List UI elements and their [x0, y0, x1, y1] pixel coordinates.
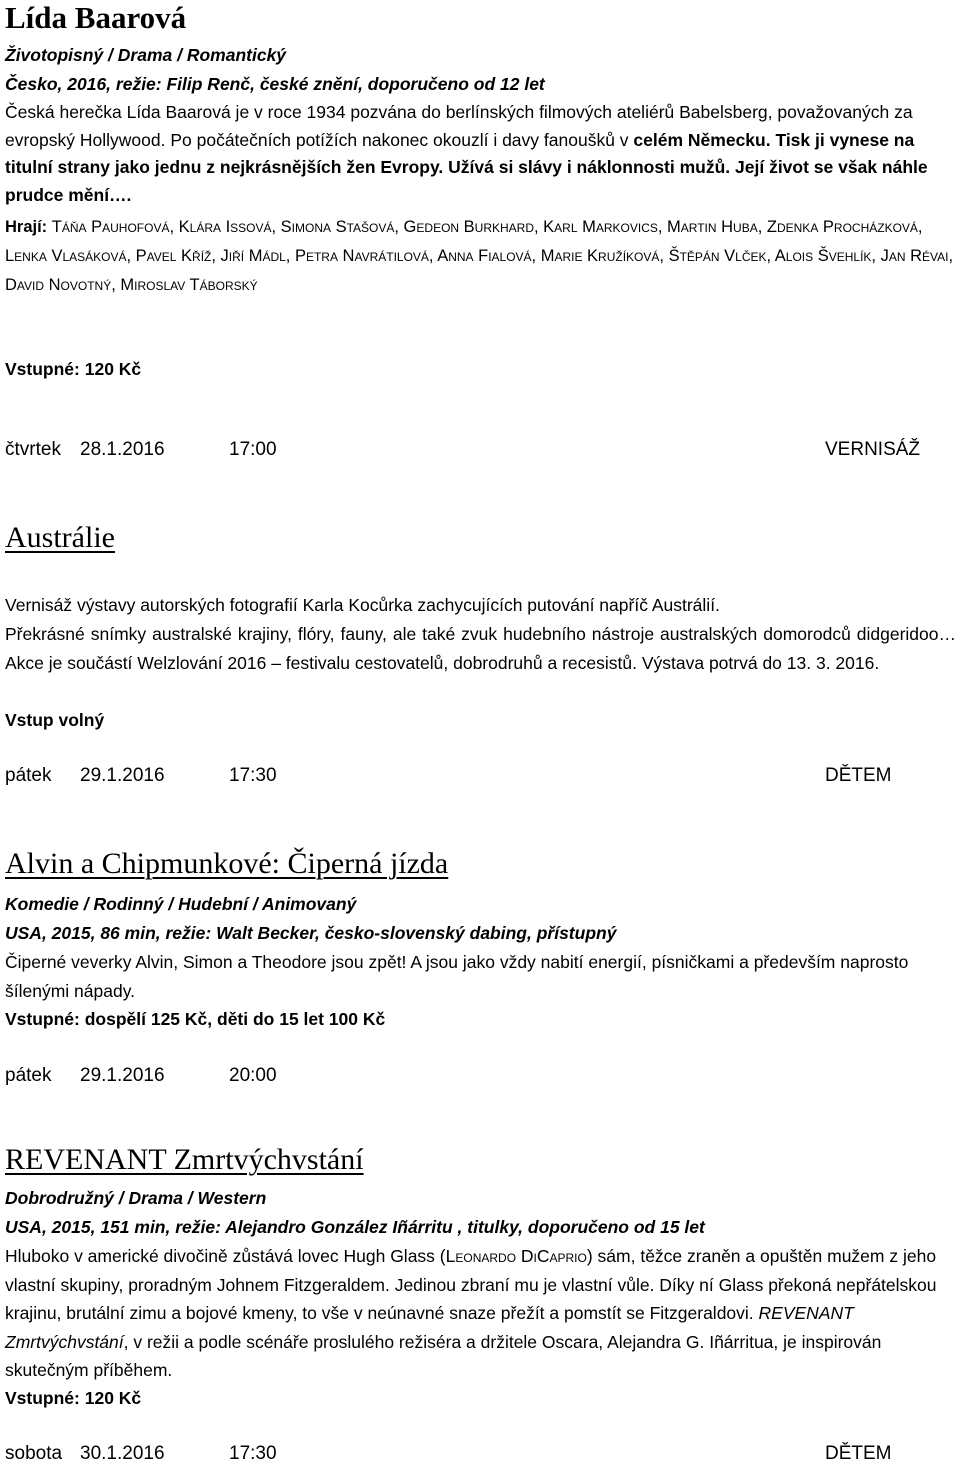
admission: Vstup volný: [5, 710, 105, 730]
event-description-line: Vernisáž výstavy autorských fotografií Karla Kocůrka zachycujících putování napříč Austrálií.: [5, 595, 720, 615]
date-time: 17:00: [229, 439, 277, 460]
date-tag: VERNISÁŽ: [825, 439, 921, 460]
event-description: Překrásné snímky australské krajiny, flóry, fauny, ale také zvuk hudebního nástroje australských domorodců didgeridoo… Akce je součástí Welzlování 2016 – festivalu cestovatelů, dobrodruhů a recesistů. Výstava potrvá do 13. 3. 2016.: [5, 624, 956, 673]
date-day: sobota: [5, 1443, 63, 1464]
date-value: 30.1.2016: [80, 1443, 165, 1464]
synopsis-film-title: REVENANT Zmrtvýchvstání: [5, 1303, 854, 1352]
event-genre: Dobrodružný / Drama / Western: [5, 1188, 267, 1208]
date-day: pátek: [5, 1065, 52, 1086]
synopsis-text-bold: celém Německu. Tisk ji vynese na titulní strany jako jednu z nejkrásnějších žen Evropy. Užívá si slávy i náklonnosti mužů. Její život se však náhle prudce mění….: [5, 129, 928, 205]
date-day: pátek: [5, 765, 52, 786]
synopsis-text-b: ) sám, těžce zraněn a opuštěn mužem z jeho vlastní skupiny, proradným Johnem Fitzgeraldem. Jedinou zbraní mu je vlastní vůle. Díky ní Glass překoná nepřátelskou krajinu, brutální zimu a bojové kmeny, to vše v neúnavné snaze přežít a pomstít se Fitzgeraldovi.: [5, 1246, 937, 1323]
cast-label: Hrají:: [5, 218, 48, 236]
event-cast: [5, 213, 956, 300]
cast-list: Táňa Pauhofová, Klára Issová, Simona Stašová, Gedeon Burkhard, Karl Markovics, Martin Huba, Zdenka Procházková, Lenka Vlasáková, Pavel Kříž, Jiří Mádl, Petra Navrátilová, Anna Fialová, Marie Kružíková, Štěpán Vlček, Alois Švehlík, Jan Révai, David Novotný, Miroslav Táborský: [5, 218, 954, 294]
date-value: 29.1.2016: [80, 765, 165, 786]
admission: Vstupné: dospělí 125 Kč, děti do 15 let 100 Kč: [5, 1009, 386, 1029]
date-value: 29.1.2016: [80, 1065, 165, 1086]
event-title: Alvin a Chipmunkové: Čiperná jízda: [5, 847, 449, 880]
admission: Vstupné: 120 Kč: [5, 1388, 142, 1408]
event-details: USA, 2015, 86 min, režie: Walt Becker, česko-slovenský dabing, přístupný: [5, 923, 617, 943]
synopsis-text-2: A jsou jako vždy nabití energií, písničkami a především naprosto šílenými nápady.: [5, 952, 909, 1001]
synopsis-text: Česká herečka Lída Baarová je v roce 1934 pozvána do berlínských filmových ateliérů Babelsberg, považovaných za evropský Hollywood. Po počátečních potížích nakonec okouzlí i davy fanoušků v: [5, 102, 913, 150]
event-genre: Komedie / Rodinný / Hudební / Animovaný: [5, 894, 357, 914]
event-title: Lída Baarová: [5, 0, 187, 35]
date-time: 17:30: [229, 765, 277, 786]
event-synopsis: [5, 1242, 956, 1385]
event-details: Česko, 2016, režie: Filip Renč, české znění, doporučeno od 12 let: [5, 74, 545, 94]
synopsis-text-c: , v režii a podle scénáře proslulého režiséra a držitele Oscara, Alejandra G. Iñárritua, je inspirován skutečným příběhem.: [5, 1331, 882, 1380]
date-tag: DĚTEM: [825, 1443, 892, 1464]
date-time: 17:30: [229, 1443, 277, 1464]
date-time: 20:00: [229, 1065, 277, 1086]
event-title: REVENANT Zmrtvýchvstání: [5, 1143, 364, 1176]
date-tag: DĚTEM: [825, 765, 892, 786]
event-details: USA, 2015, 151 min, režie: Alejandro González Iñárritu , titulky, doporučeno od 15 let: [5, 1217, 705, 1237]
event-genre: Životopisný / Drama / Romantický: [5, 45, 287, 65]
synopsis-actor: Leonardo DiCaprio: [445, 1246, 587, 1266]
admission: Vstupné: 120 Kč: [5, 359, 142, 379]
event-title: Austrálie: [5, 521, 115, 554]
synopsis-text: Čiperné veverky Alvin, Simon a Theodore jsou zpět!: [5, 952, 407, 972]
date-day: čtvrtek: [5, 439, 61, 460]
date-value: 28.1.2016: [80, 439, 165, 460]
synopsis-text-a: Hluboko v americké divočině zůstává lovec Hugh Glass (: [5, 1246, 446, 1266]
event-synopsis: [5, 99, 956, 209]
event-synopsis: [5, 948, 956, 1006]
